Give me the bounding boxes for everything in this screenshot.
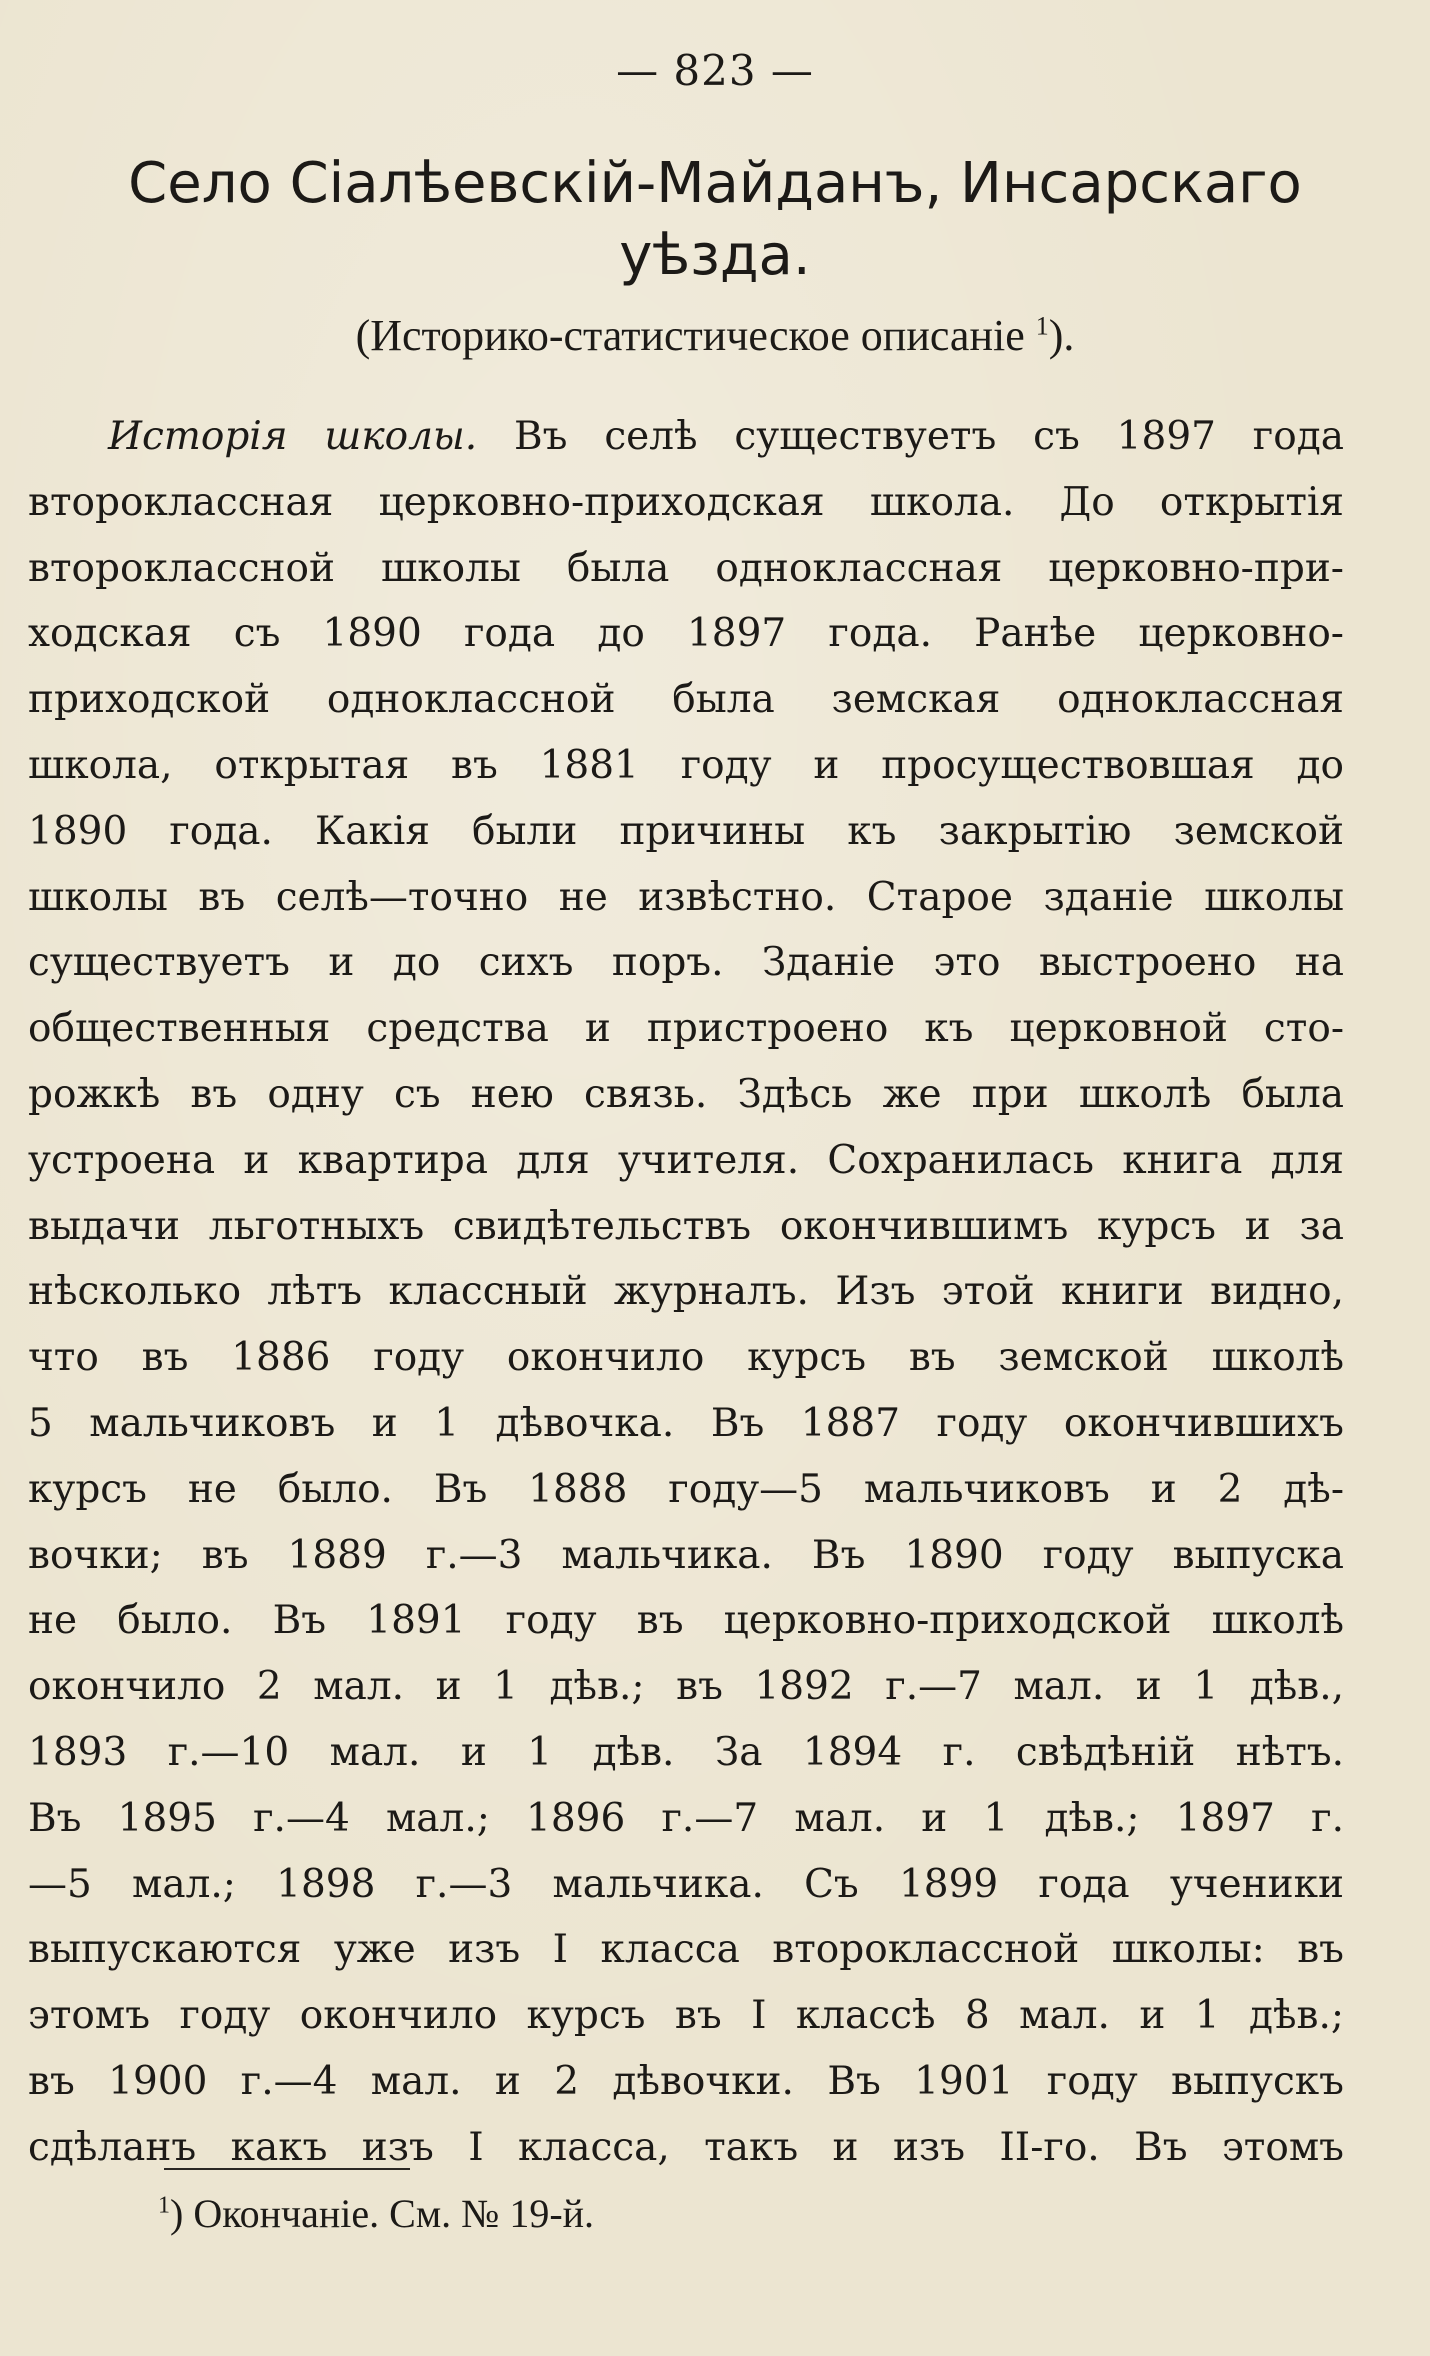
text-line-content: Въ селѣ существуетъ съ 1897 года [514, 414, 1344, 459]
text-line: этомъ году окончило курсъ въ I классѣ 8 мал. и 1 дѣв.; [28, 1993, 1344, 2039]
text-line: окончило 2 мал. и 1 дѣв.; въ 1892 г.—7 мал. и 1 дѣв., [28, 1664, 1344, 1710]
text-line: существуетъ и до сихъ поръ. Зданіе это выстроено на [28, 940, 1344, 986]
text-line: второклассная церковно-приходская школа. До открытія [28, 479, 1344, 525]
footnote-divider [164, 2168, 410, 2170]
text-line: вочки; въ 1889 г.—3 мальчика. Въ 1890 году выпуска [28, 1532, 1344, 1578]
page-number: — 823 — [616, 46, 814, 95]
text-line: школа, открытая въ 1881 году и просуществовшая до [28, 742, 1344, 788]
text-line [28, 404, 1344, 470]
text-line: въ 1900 г.—4 мал. и 2 дѣвочки. Въ 1901 году выпускъ [28, 2058, 1344, 2104]
article-title: Село Сіалѣевскій-Майданъ, Инсарскаго уѣзда. [128, 151, 1302, 288]
text-line: приходской одноклассной была земская одноклассная [28, 677, 1344, 723]
text-line: нѣсколько лѣтъ классный журналъ. Изъ этой книги видно, [28, 1269, 1344, 1315]
text-line: рожкѣ въ одну съ нею связь. Здѣсь же при школѣ была [28, 1071, 1344, 1117]
text-line: общественныя средства и пристроено къ церковной сто- [28, 1006, 1344, 1052]
article-subtitle [0, 310, 1430, 361]
text-line: —5 мал.; 1898 г.—3 мальчика. Съ 1899 года ученики [28, 1861, 1344, 1907]
text-line: выдачи льготныхъ свидѣтельствъ окончившимъ курсъ и за [28, 1203, 1344, 1249]
text-line: что въ 1886 году окончило курсъ въ земской школѣ [28, 1335, 1344, 1381]
text-line: 5 мальчиковъ и 1 дѣвочка. Въ 1887 году окончившихъ [28, 1400, 1344, 1446]
text-line: выпускаются уже изъ I класса второклассной школы: въ [28, 1927, 1344, 1973]
subtitle-footnote-ref: 1 [1035, 311, 1049, 341]
subtitle-close: ). [1048, 311, 1075, 360]
text-line: школы въ селѣ—точно не извѣстно. Старое зданіе школы [28, 874, 1344, 920]
text-line: курсъ не было. Въ 1888 году—5 мальчиковъ и 2 дѣ- [28, 1466, 1344, 1512]
text-line: 1890 года. Какія были причины къ закрытію земской [28, 808, 1344, 854]
footnote-ref: 1 [158, 2192, 170, 2219]
footnote-text: ) Окончаніе. См. № 19-й. [170, 2191, 595, 2236]
body-text [28, 404, 1344, 2181]
text-line: устроена и квартира для учителя. Сохранилась книга для [28, 1137, 1344, 1183]
text-line: не было. Въ 1891 году въ церковно-приходской школѣ [28, 1598, 1344, 1644]
section-heading: Исторія школы. [108, 414, 478, 459]
text-line: сдѣланъ какъ изъ I класса, такъ и изъ II-го. Въ этомъ [28, 2124, 1344, 2170]
text-line: Въ 1895 г.—4 мал.; 1896 г.—7 мал. и 1 дѣв.; 1897 г. [28, 1795, 1344, 1841]
text-line: ходская съ 1890 года до 1897 года. Ранѣе церковно- [28, 611, 1344, 657]
footnote [158, 2190, 594, 2237]
text-line: 1893 г.—10 мал. и 1 дѣв. За 1894 г. свѣдѣній нѣтъ. [28, 1729, 1344, 1775]
text-line: второклассной школы была одноклассная церковно-при- [28, 545, 1344, 591]
subtitle-text: (Историко-статистическое описаніе [355, 311, 1025, 360]
